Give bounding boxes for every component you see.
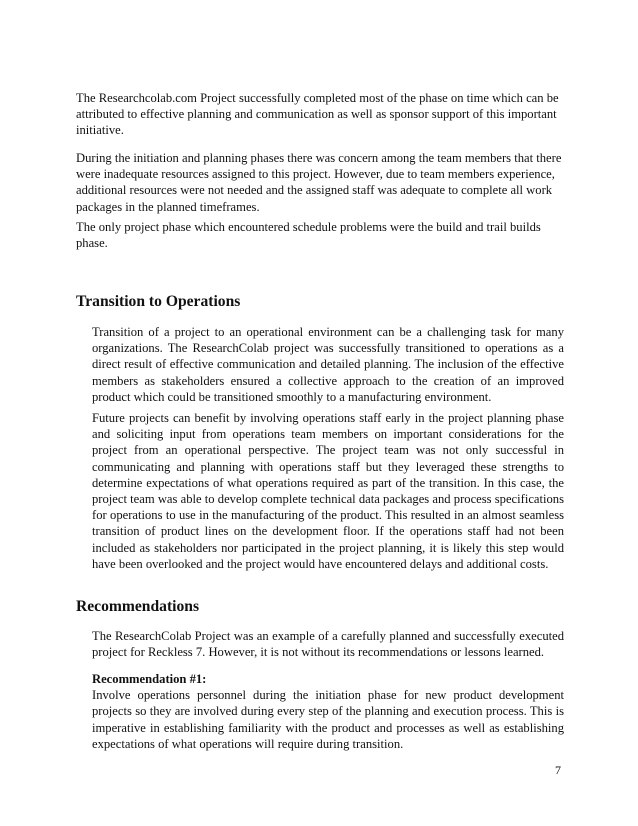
intro-paragraph-1: The Researchcolab.com Project successfully completed most of the phase on time which can be attributed to effective planning and communication as well as sponsor support of this important initiative. xyxy=(76,91,559,138)
recommendations-heading: Recommendations xyxy=(76,598,200,615)
intro-paragraph-2: During the initiation and planning phases there was concern among the team members that there were inadequate resources assigned to this project. However, due to team members experience, additional resources were not needed and the assigned staff was adequate to complete all work packages in the planned timeframes. xyxy=(76,151,562,214)
recommendation-1-body: Involve operations personnel during the initiation phase for new product development projects so they are involved during every step of the planning and execution process. This is imperative in establishing familiarity with the product and processes as well as establishing expectations of what operations will require during transition. xyxy=(92,688,564,751)
transition-heading: Transition to Operations xyxy=(76,293,241,310)
intro-paragraph-3: The only project phase which encountered schedule problems were the build and trail builds phase. xyxy=(76,220,541,251)
recommendation-1 xyxy=(92,671,564,752)
transition-paragraph-1: Transition of a project to an operational environment can be a challenging task for many organizations. The ResearchColab project was successfully transitioned to operations as a direct result of effective communication and detailed planning. The inclusion of the effective members as stakeholders ensured a collective approach to the creation of an improved product which could be transitioned smoothly to a manufacturing environment. xyxy=(92,325,564,404)
recommendation-1-title: Recommendation #1: xyxy=(92,672,207,686)
page-number: 7 xyxy=(555,763,561,777)
transition-paragraph-2: Future projects can benefit by involving operations staff early in the project planning phase and soliciting input from operations team members on important considerations for the project from an operational perspective. The project team was not only successful in communicating and planning with operations staff but they leveraged these strengths to determine expectations of what operations required as part of the transition. In this case, the project team was able to develop complete technical data packages and process specifications for operations to use in the manufacturing of the product. This resulted in an almost seamless transition of product lines on the development floor. If the operations staff had not been included as stakeholders nor participated in the project planning, it is likely this step would have been overlooked and the project would have encountered delays and additional costs. xyxy=(92,411,564,571)
recommendations-paragraph-1: The ResearchColab Project was an example of a carefully planned and successfully executed project for Reckless 7. However, it is not without its recommendations or lessons learned. xyxy=(92,629,564,660)
